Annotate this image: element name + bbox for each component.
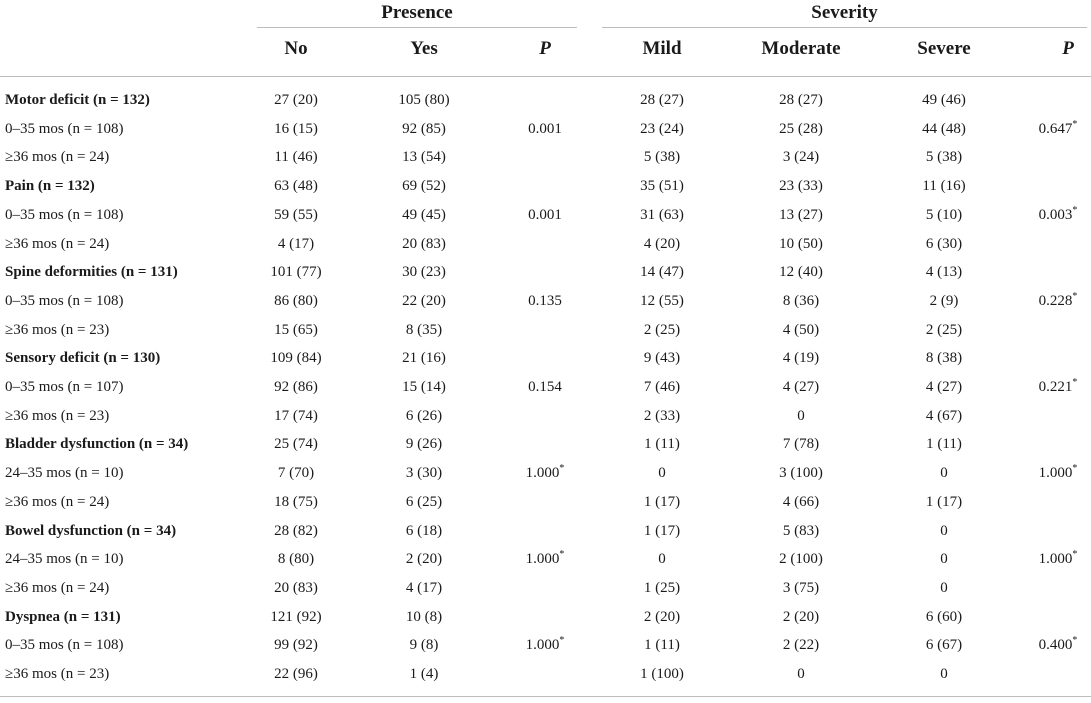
- cell-mild: 1 (17): [643, 522, 681, 539]
- cell-p-presence: 1.000*: [525, 635, 565, 654]
- table-row: [0, 551, 1091, 579]
- cell-no: 4 (17): [277, 235, 315, 252]
- cell-severe: 49 (46): [922, 92, 966, 108]
- cell-severe: 1 (17): [925, 493, 963, 510]
- table-row: [0, 149, 1091, 177]
- presence-header: Presence: [381, 2, 453, 23]
- table-row: [0, 236, 1091, 264]
- row-label: Pain (n = 132): [5, 178, 95, 195]
- cell-no: 109 (84): [270, 350, 322, 367]
- header-bottom-rule: [0, 76, 1091, 77]
- cell-yes: 3 (30): [405, 465, 443, 482]
- cell-yes: 49 (45): [402, 206, 446, 223]
- cell-yes: 13 (54): [402, 149, 446, 166]
- cell-severe: 2 (9): [929, 292, 959, 309]
- cell-no: 63 (48): [274, 178, 318, 195]
- table-row: [0, 204, 1091, 235]
- cell-severe: 11 (16): [922, 178, 966, 195]
- cell-moderate: 4 (66): [782, 493, 820, 510]
- cell-p-severity: 0.228*: [1038, 290, 1078, 309]
- cell-moderate: 0: [797, 666, 805, 682]
- cell-mild: 9 (43): [643, 350, 681, 367]
- cell-mild: 35 (51): [640, 178, 684, 195]
- cell-moderate: 3 (24): [782, 149, 820, 166]
- cell-yes: 4 (17): [405, 579, 443, 596]
- row-label: 0–35 mos (n = 108): [5, 120, 124, 137]
- table-row: [0, 350, 1091, 378]
- cell-mild: 7 (46): [643, 379, 681, 395]
- cell-yes: 2 (20): [405, 551, 443, 568]
- row-label: 0–35 mos (n = 108): [5, 292, 124, 309]
- row-label: ≥36 mos (n = 24): [5, 149, 110, 166]
- col-header-severe: Severe: [917, 38, 971, 59]
- cell-moderate: 2 (22): [782, 637, 820, 654]
- cell-moderate: 3 (75): [782, 579, 820, 596]
- row-label: ≥36 mos (n = 24): [5, 493, 110, 510]
- cell-moderate: 4 (50): [782, 321, 820, 338]
- cell-yes: 22 (20): [402, 292, 446, 309]
- cell-moderate: 0: [797, 407, 805, 424]
- row-label: Motor deficit (n = 132): [5, 92, 150, 108]
- cell-p-severity: 0.647*: [1038, 118, 1078, 137]
- cell-p-severity: 1.000*: [1038, 549, 1078, 568]
- row-label: ≥36 mos (n = 24): [5, 579, 110, 596]
- cell-mild: 31 (63): [640, 206, 684, 223]
- row-label: Bladder dysfunction (n = 34): [5, 436, 189, 453]
- cell-severe: 4 (27): [925, 379, 963, 395]
- cell-moderate: 28 (27): [779, 92, 823, 108]
- cell-mild: 5 (38): [643, 149, 681, 166]
- table-row: [0, 666, 1091, 694]
- cell-p-presence: 0.001: [528, 206, 562, 223]
- cell-yes: 69 (52): [402, 178, 446, 195]
- table-row: [0, 92, 1091, 120]
- table-row: [0, 322, 1091, 350]
- table-row: [0, 465, 1091, 493]
- cell-p-severity: 0.400*: [1038, 635, 1078, 654]
- table-row: [0, 290, 1091, 321]
- row-label: ≥36 mos (n = 23): [5, 321, 110, 338]
- table-row: [0, 178, 1091, 206]
- cell-no: 8 (80): [277, 551, 315, 568]
- cell-mild: 23 (24): [640, 120, 684, 137]
- table-row: [0, 436, 1091, 464]
- cell-severe: 6 (60): [925, 608, 963, 625]
- cell-mild: 1 (11): [644, 436, 680, 453]
- cell-moderate: 2 (100): [779, 551, 823, 568]
- cell-mild: 1 (17): [643, 493, 681, 510]
- cell-yes: 20 (83): [402, 235, 446, 252]
- cell-severe: 0: [940, 551, 948, 568]
- cell-moderate: 10 (50): [779, 235, 823, 252]
- cell-severe: 0: [940, 579, 948, 596]
- cell-moderate: 23 (33): [779, 178, 823, 195]
- cell-no: 27 (20): [274, 92, 318, 108]
- row-label: ≥36 mos (n = 24): [5, 235, 110, 252]
- table-row: [0, 264, 1091, 292]
- cell-severe: 5 (10): [925, 206, 963, 223]
- cell-severe: 4 (13): [925, 264, 963, 281]
- cell-severe: 0: [940, 522, 948, 539]
- table-bottom-rule: [0, 696, 1091, 697]
- cell-severe: 1 (11): [926, 436, 962, 453]
- cell-p-presence: 0.154: [528, 379, 562, 395]
- severity-rule: [602, 27, 1087, 28]
- cell-mild: 14 (47): [640, 264, 684, 281]
- row-label: 0–35 mos (n = 108): [5, 637, 124, 654]
- cell-severe: 6 (67): [925, 637, 963, 654]
- cell-no: 99 (92): [274, 637, 318, 654]
- cell-moderate: 7 (78): [782, 436, 820, 453]
- cell-yes: 92 (85): [402, 120, 446, 137]
- col-header-no: No: [284, 38, 308, 59]
- cell-yes: 8 (35): [405, 321, 443, 338]
- cell-p-severity: 0.003*: [1038, 204, 1078, 223]
- cell-mild: 0: [658, 465, 666, 482]
- row-label: 0–35 mos (n = 108): [5, 206, 124, 223]
- table-row: [0, 118, 1091, 149]
- col-header-p-presence: P: [539, 38, 551, 59]
- cell-no: 101 (77): [270, 264, 322, 281]
- cell-mild: 2 (20): [643, 608, 681, 625]
- cell-mild: 12 (55): [640, 292, 684, 309]
- cell-severe: 4 (67): [925, 407, 963, 424]
- table-row: [0, 408, 1091, 436]
- cell-moderate: 4 (27): [782, 379, 820, 395]
- cell-yes: 15 (14): [402, 379, 446, 395]
- row-label: Sensory deficit (n = 130): [5, 350, 161, 367]
- cell-yes: 6 (25): [405, 493, 443, 510]
- cell-mild: 1 (25): [643, 579, 681, 596]
- cell-mild: 2 (25): [643, 321, 681, 338]
- cell-severe: 0: [940, 465, 948, 482]
- table-row: [0, 637, 1091, 665]
- severity-header: Severity: [811, 2, 878, 23]
- cell-moderate: 8 (36): [782, 292, 820, 309]
- cell-p-severity: 0.221*: [1038, 377, 1078, 395]
- table-row: [0, 494, 1091, 522]
- row-label: 24–35 mos (n = 10): [5, 465, 124, 482]
- cell-p-presence: 1.000*: [525, 463, 565, 482]
- table-row: [0, 523, 1091, 551]
- cell-no: 17 (74): [274, 407, 318, 424]
- cell-yes: 105 (80): [398, 92, 450, 108]
- presence-rule: [257, 27, 577, 28]
- cell-no: 11 (46): [274, 149, 318, 166]
- cell-mild: 1 (11): [644, 637, 680, 654]
- cell-mild: 0: [658, 551, 666, 568]
- cell-yes: 9 (8): [409, 637, 439, 654]
- cell-p-presence: 1.000*: [525, 549, 565, 568]
- row-label: Bowel dysfunction (n = 34): [5, 522, 177, 539]
- cell-p-presence: 0.135: [528, 292, 562, 309]
- cell-moderate: 2 (20): [782, 608, 820, 625]
- cell-no: 15 (65): [274, 321, 318, 338]
- cell-no: 92 (86): [274, 379, 318, 395]
- cell-no: 20 (83): [274, 579, 318, 596]
- cell-moderate: 13 (27): [779, 206, 823, 223]
- cell-moderate: 5 (83): [782, 522, 820, 539]
- cell-severe: 44 (48): [922, 120, 966, 137]
- cell-yes: 10 (8): [405, 608, 443, 625]
- cell-no: 18 (75): [274, 493, 318, 510]
- cell-no: 7 (70): [277, 465, 315, 482]
- cell-p-presence: 0.001: [528, 120, 562, 137]
- col-header-yes: Yes: [410, 38, 438, 59]
- cell-mild: 28 (27): [640, 92, 684, 108]
- row-label: 0–35 mos (n = 107): [5, 379, 124, 395]
- cell-severe: 6 (30): [925, 235, 963, 252]
- row-label: ≥36 mos (n = 23): [5, 666, 110, 682]
- row-label: 24–35 mos (n = 10): [5, 551, 124, 568]
- cell-moderate: 3 (100): [779, 465, 823, 482]
- cell-mild: 4 (20): [643, 235, 681, 252]
- cell-severe: 5 (38): [925, 149, 963, 166]
- table-row: [0, 379, 1091, 407]
- cell-yes: 9 (26): [405, 436, 443, 453]
- cell-no: 59 (55): [274, 206, 318, 223]
- cell-severe: 0: [940, 666, 948, 682]
- cell-no: 121 (92): [270, 608, 322, 625]
- cell-yes: 1 (4): [409, 666, 439, 682]
- cell-no: 28 (82): [274, 522, 318, 539]
- cell-moderate: 4 (19): [782, 350, 820, 367]
- cell-yes: 21 (16): [402, 350, 446, 367]
- cell-mild: 1 (100): [640, 666, 684, 682]
- cell-p-severity: 1.000*: [1038, 463, 1078, 482]
- cell-yes: 6 (18): [405, 522, 443, 539]
- cell-moderate: 25 (28): [779, 120, 823, 137]
- cell-moderate: 12 (40): [779, 264, 823, 281]
- table-row: [0, 580, 1091, 608]
- table-row: [0, 609, 1091, 637]
- col-header-mild: Mild: [642, 38, 682, 59]
- cell-severe: 2 (25): [925, 321, 963, 338]
- col-header-moderate: Moderate: [761, 38, 841, 59]
- row-label: Dyspnea (n = 131): [5, 608, 121, 625]
- cell-yes: 6 (26): [405, 407, 443, 424]
- cell-yes: 30 (23): [402, 264, 446, 281]
- cell-no: 16 (15): [274, 120, 318, 137]
- row-label: ≥36 mos (n = 23): [5, 407, 110, 424]
- cell-severe: 8 (38): [925, 350, 963, 367]
- cell-no: 22 (96): [274, 666, 318, 682]
- cell-no: 86 (80): [274, 292, 318, 309]
- cell-no: 25 (74): [274, 436, 318, 453]
- row-label: Spine deformities (n = 131): [5, 264, 178, 281]
- cell-mild: 2 (33): [643, 407, 681, 424]
- col-header-p-severity: P: [1062, 38, 1074, 59]
